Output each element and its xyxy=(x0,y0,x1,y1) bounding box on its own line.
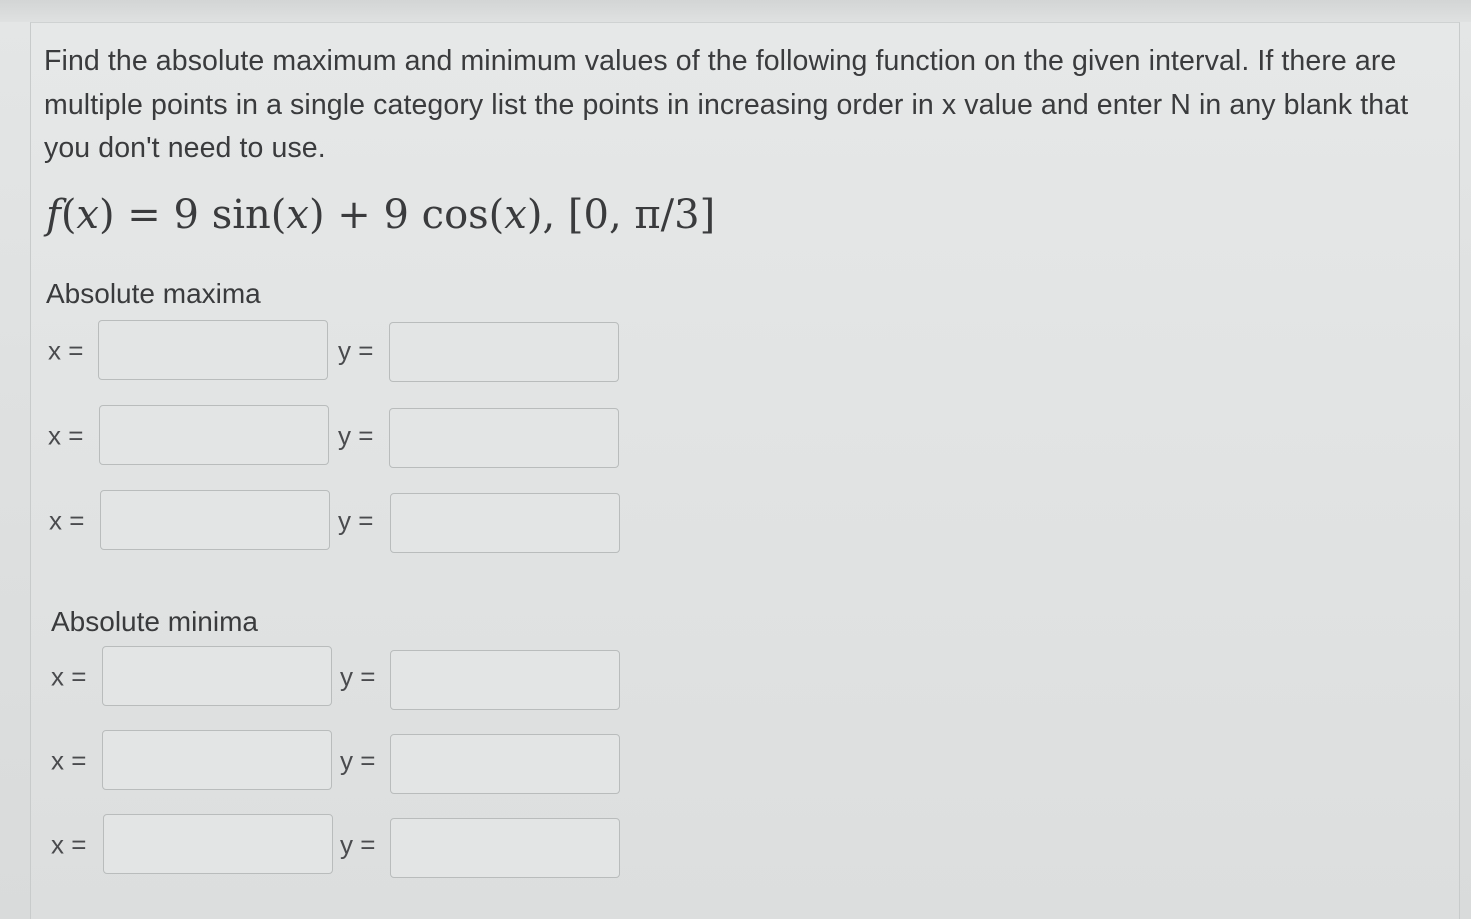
minima-y3-input[interactable] xyxy=(390,818,620,878)
x-label: x = xyxy=(49,505,85,536)
maxima-x1-input[interactable] xyxy=(98,320,328,380)
y-label: y = xyxy=(340,829,376,860)
minima-y1-input[interactable] xyxy=(390,650,620,710)
minima-y2-input[interactable] xyxy=(390,734,620,794)
minima-x3-input[interactable] xyxy=(103,814,333,874)
y-label: y = xyxy=(338,505,374,536)
x-label: x = xyxy=(48,335,84,366)
y-label: y = xyxy=(338,335,374,366)
x-label: x = xyxy=(48,420,84,451)
maxima-y3-input[interactable] xyxy=(390,493,620,553)
x-label: x = xyxy=(51,745,87,776)
maxima-row-2 xyxy=(46,405,646,467)
function-interval: [0, π/3] xyxy=(567,192,716,238)
function-expression: f(x) = 9 sin(x) + 9 cos(x), xyxy=(46,192,556,238)
maxima-y1-input[interactable] xyxy=(389,322,619,382)
minima-x1-input[interactable] xyxy=(102,646,332,706)
minima-row-3 xyxy=(50,814,650,876)
minima-row-2 xyxy=(50,730,650,792)
minima-x2-input[interactable] xyxy=(102,730,332,790)
top-edge xyxy=(0,0,1471,22)
maxima-heading: Absolute maxima xyxy=(46,278,261,309)
maxima-x2-input[interactable] xyxy=(99,405,329,465)
question-prompt: Find the absolute maximum and minimum values of the following function on the given interval. If there are multiple points in a single category list the points in increasing order in x value and enter N in any blank that you don't need to use. xyxy=(44,45,1409,164)
function-formula xyxy=(46,192,715,238)
y-label: y = xyxy=(340,745,376,776)
y-label: y = xyxy=(338,420,374,451)
maxima-row-3 xyxy=(46,490,646,552)
y-label: y = xyxy=(340,661,376,692)
x-label: x = xyxy=(51,661,87,692)
maxima-row-1 xyxy=(46,320,646,382)
minima-row-1 xyxy=(50,646,650,708)
minima-heading: Absolute minima xyxy=(51,606,258,637)
x-label: x = xyxy=(51,829,87,860)
maxima-x3-input[interactable] xyxy=(100,490,330,550)
maxima-y2-input[interactable] xyxy=(389,408,619,468)
